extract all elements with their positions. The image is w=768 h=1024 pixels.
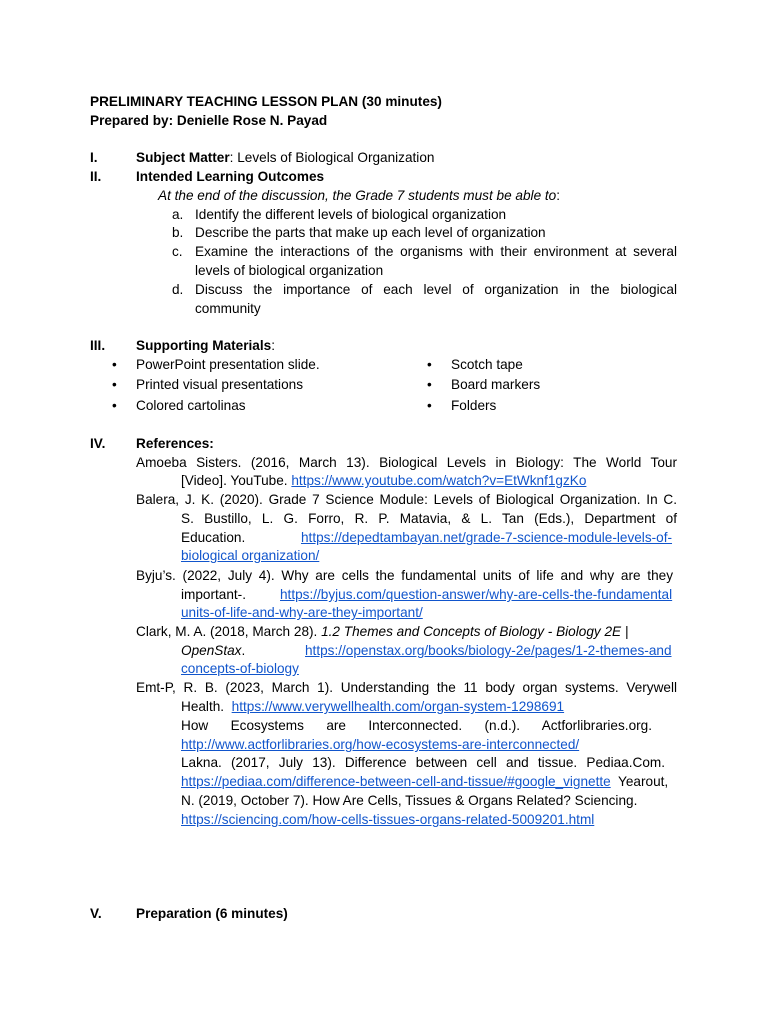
reference-link[interactable]: https://byjus.com/question-answer/why-are-cells-the-fundamental — [280, 587, 673, 602]
material-item: • PowerPoint presentation slide. — [136, 357, 320, 372]
preparation-heading: Preparation (6 minutes) — [136, 906, 288, 921]
materials-heading-colon: : — [271, 338, 275, 353]
subject-matter — [136, 150, 434, 165]
document-title: PRELIMINARY TEACHING LESSON PLAN (30 minutes) — [90, 94, 442, 109]
material-item: • Folders — [451, 398, 496, 413]
reference-entry: Amoeba Sisters. (2016, March 13). Biological Levels in Biology: The World Tour — [136, 455, 677, 470]
outcome-item-d-cont: community — [195, 301, 261, 316]
reference-link[interactable]: https://www.verywellhealth.com/organ-system-1298691 — [231, 699, 565, 714]
reference-link[interactable]: https://pediaa.com/difference-between-cell-and-tissue/#google_vignette — [181, 774, 611, 789]
reference-entry-cont — [181, 473, 586, 488]
section-number-4: IV. — [90, 436, 106, 451]
reference-link[interactable]: units-of-life-and-why-are-they-important/ — [181, 605, 423, 620]
outcome-item-a: Identify the different levels of biological organization — [195, 207, 507, 222]
reference-entry: How Ecosystems are Interconnected. (n.d.). Actforlibraries.org. — [181, 718, 652, 733]
references-heading: References: — [136, 436, 214, 451]
outcome-marker-c: c. — [172, 244, 183, 259]
reference-link[interactable]: https://depedtambayan.net/grade-7-science-module-levels-of- — [301, 530, 673, 545]
reference-link[interactable]: concepts-of-biology — [181, 661, 299, 676]
reference-entry-cont — [181, 774, 668, 789]
section-number-3: III. — [90, 338, 106, 353]
materials-heading-label: Supporting Materials — [136, 338, 272, 353]
reference-link[interactable]: https://openstax.org/books/biology-2e/pages/1-2-themes-and — [305, 643, 672, 658]
reference-entry-cont — [181, 699, 564, 714]
material-item: • Colored cartolinas — [136, 398, 246, 413]
section-number-5: V. — [90, 906, 102, 921]
reference-text: . — [241, 643, 246, 658]
material-item: • Scotch tape — [451, 357, 523, 372]
reference-title: 1.2 Themes and Concepts of Biology - Biology 2E | — [321, 624, 629, 639]
reference-entry-cont: S. Bustillo, L. G. Forro, R. P. Matavia, & L. Tan (Eds.), Department of — [181, 511, 677, 526]
subject-matter-text: : Levels of Biological Organization — [229, 150, 435, 165]
section-number-1: I. — [90, 150, 98, 165]
section-number-2: II. — [90, 169, 102, 184]
outcome-marker-a: a. — [172, 207, 184, 222]
outcome-item-d: Discuss the importance of each level of organization in the biological — [195, 282, 677, 297]
outcome-item-c: Examine the interactions of the organisms with their environment at several — [195, 244, 677, 259]
reference-entry-cont: N. (2019, October 7). How Are Cells, Tissues & Organs Related? Sciencing. — [181, 793, 638, 808]
reference-text: important-. — [181, 587, 246, 602]
reference-text: Clark, M. A. (2018, March 28). — [136, 624, 318, 639]
outcome-marker-d: d. — [172, 282, 184, 297]
reference-text: [Video]. YouTube. — [181, 473, 288, 488]
outcomes-heading: Intended Learning Outcomes — [136, 169, 325, 184]
outcome-item-c-cont: levels of biological organization — [195, 263, 384, 278]
reference-text: Yearout, — [618, 774, 669, 789]
outcomes-intro-colon: : — [556, 188, 561, 203]
material-item: • Board markers — [451, 377, 540, 392]
outcome-marker-b: b. — [172, 225, 184, 240]
reference-link[interactable]: http://www.actforlibraries.org/how-ecosystems-are-interconnected/ — [181, 737, 580, 752]
subject-matter-label: Subject Matter — [136, 150, 230, 165]
outcomes-intro-text: At the end of the discussion, the Grade 7 students must be able to — [158, 188, 557, 203]
reference-entry: Balera, J. K. (2020). Grade 7 Science Module: Levels of Biological Organization. In C. — [136, 492, 677, 507]
reference-entry: Byju’s. (2022, July 4). Why are cells the fundamental units of life and why are they — [136, 568, 673, 583]
reference-link[interactable]: biological organization/ — [181, 548, 320, 563]
reference-entry: Emt-P, R. B. (2023, March 1). Understanding the 11 body organ systems. Verywell — [136, 680, 677, 695]
material-item: • Printed visual presentations — [136, 377, 303, 392]
materials-heading — [136, 338, 275, 353]
reference-link[interactable]: https://www.youtube.com/watch?v=EtWknf1gzKo — [291, 473, 587, 488]
reference-text: Education. — [181, 530, 246, 545]
reference-entry: Lakna. (2017, July 13). Difference between cell and tissue. Pediaa.Com. — [181, 755, 665, 770]
outcome-item-b: Describe the parts that make up each level of organization — [195, 225, 546, 240]
prepared-by: Prepared by: Denielle Rose N. Payad — [90, 113, 328, 128]
reference-text: Health. — [181, 699, 225, 714]
outcomes-intro — [158, 188, 560, 203]
reference-entry-cont — [181, 643, 245, 658]
reference-link[interactable]: https://sciencing.com/how-cells-tissues-organs-related-5009201.html — [181, 812, 595, 827]
reference-title: OpenStax — [181, 643, 242, 658]
reference-entry — [136, 624, 628, 639]
